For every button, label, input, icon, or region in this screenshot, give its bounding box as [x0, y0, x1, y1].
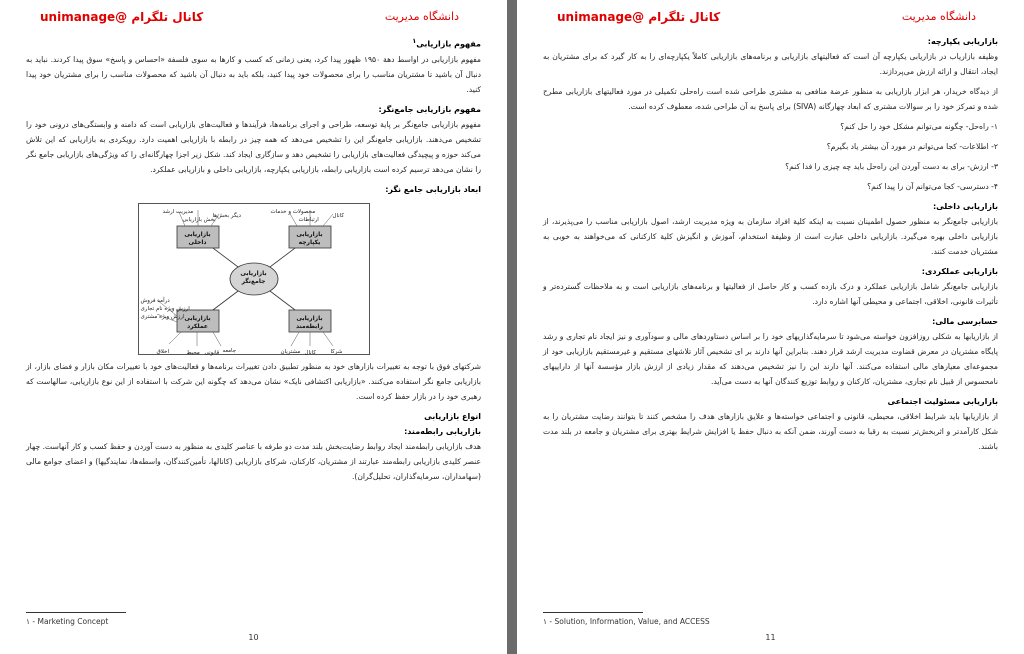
paragraph: از بازاریابها باید شرایط اخلاقی، محیطی، قانونی و اجتماعی خواسته‌ها و علایق بازارهای هدف را مشخص کنند تا بتوانند رضایت مشتریان را به شکل کارآمدتر و اثربخش‌تر نسبت به رقبا به دست آورند، ضمن آنکه به دنبال حفظ یا افزایش شرایط بهتری برای مشتریان و جامعه در بلند مدت باشند.	[543, 412, 998, 451]
section-heading: بازاریابی داخلی:	[932, 202, 998, 211]
diagram-label: ارزش ویژه نام تجاری	[140, 305, 190, 312]
section-heading: بازاریابی یکپارچه:	[927, 37, 998, 46]
section-heading: حسابرسی مالی:	[932, 317, 998, 326]
paragraph: مفهوم بازاریابی جامع‌نگر بر پایة توسعه، طراحی و اجرای برنامه‌ها، فرآیندها و فعالیت‌های بازاریابی است که دامنه و وابستگی‌های درونی خود را تشخیص می‌دهند. بازاریابی جامع‌نگر این را تشخیص می‌دهد که همه چیز در رابطه با بازاریابی اهمیت دارد. رویکردی به بازاریابی که این تلاش می‌کند حوزه و پیچیدگی فعالیت‌های بازاریابی را تشخیص دهد و سازگاری ایجاد کند. شکل زیر اجزا چهارگانه‌ای را که ویژگی‌های بازاریابی جامع نگر را نشان می‌دهد ترسیم کرده است بازاریابی رابطه، بازاریابی یکپارچه، بازاریابی داخلی و بازاریابی عملکرد.	[26, 119, 481, 174]
university-name: دانشگاه مدیریت	[901, 10, 976, 23]
footnote-rule	[543, 612, 643, 613]
page-number: 10	[248, 633, 259, 642]
diagram-label: مدیریت ارشد	[162, 208, 194, 215]
diagram-label: کانال	[332, 212, 344, 219]
diagram-label: محصولات و خدمات	[270, 208, 316, 215]
paragraph: هدف بازاریابی رابطه‌مند ایجاد روابط رضایت‌بخش بلند مدت دو طرفه با عناصر کلیدی به منظور به دست آوردن و حفظ کسب و کار آنهاست. چهار عنصر کلیدی بازاریابی رابطه‌مند عبارتند از مشتریان، کارکنان، شرکای بازاریابی (کانالها، تأمین‌کنندگان، واسطه‌ها، نمایندگیها) و اعضای جوامع مالی (سهامداران، سرمایه‌گذاران، تحلیل‌گران).	[26, 441, 481, 481]
siva-item: ۱- راه‌حل- چگونه می‌توانم مشکل خود را حل کنم؟	[840, 122, 998, 131]
telegram-channel-label: کانال تلگرام @unimanage	[557, 10, 721, 24]
diagram-box-integrated: بازاریابی یکپارچه	[296, 230, 323, 246]
diagram-label: قانونی	[204, 349, 220, 356]
diagram-label: مشتریان	[280, 348, 301, 355]
paragraph: بازاریابی جامع‌نگر به منظور حصول اطمینان نسبت به اینکه کلیة افراد سازمان به ویژه مدیریت ارشد، اصول بازاریابی مناسب را می‌پذیرند، از بازاریابی داخلی بهره می‌گیرد. بازاریابی داخلی عبارت است از وظیفة استخدام، آموزش و انگیزش کلیة کارکنانی که می‌خواهند به خوبی به مشتریان خدمت کنند.	[543, 217, 998, 256]
diagram-label: درآمد فروش	[140, 297, 170, 304]
paragraph: مفهوم بازاریابی در اواسط دهة ۱۹۵۰ ظهور پیدا کرد، یعنی زمانی که کسب و کارها به سوی فلسفة «احساس و پاسخ» سوق پیدا کردند. نباید به دنبال آن باشید تا مشتریان مناسب را برای محصولات خود پیدا کنید، بلکه باید به دنبال آن باشید که محصولات مناسب را برای مشتریان خود پیدا کنید.	[26, 54, 481, 94]
diagram-label: کانال	[304, 349, 316, 356]
page-body	[543, 34, 998, 459]
page-header	[0, 10, 507, 26]
diagram-box-performance: بازاریابی عملکرد	[184, 314, 211, 330]
section-heading: بازاریابی عملکردی:	[921, 267, 998, 276]
diagram-center-label: بازاریابی جامع‌نگر	[240, 269, 267, 285]
footnote: ١ - Solution, Information, Value, and ACCESS	[543, 612, 753, 626]
section-heading: انواع بازاریابی	[424, 411, 481, 421]
paragraph: بازاریابی جامع‌نگر شامل بازاریابی عملکرد و درک بازده کسب و کار حاصل از فعالیتها و برنامه‌های بازاریابی است و به ملاحظات گسترده‌تر و تأثیرات قانونی، اخلاقی، اجتماعی و محیطی آنها اشاره دارد.	[543, 282, 998, 306]
diagram-label: بخش بازاریابی	[182, 216, 216, 223]
diagram-label: شرکا	[330, 348, 343, 355]
section-heading: مفهوم بازاریابی$^١$	[412, 37, 481, 49]
diagram-label: اخلاق	[156, 348, 169, 355]
paragraph: از دیدگاه خریدار، هر ابزار بازاریابی به منظور عرضة منافعی به مشتری طراحی شده است راه‌حلی تکمیلی در مورد فعالیتهای بازاریابی مطرح شده و تمرکز خود را بر سوالات مشتری که ابعاد چهارگانه (SIVA) برای پاسخ به آن طراحی شده، معطوف کرده است.	[543, 87, 998, 111]
page-number: 11	[765, 633, 776, 642]
document-page-right	[517, 0, 1024, 654]
siva-item: ۴- دسترسی- کجا می‌توانم آن را پیدا کنم؟	[867, 182, 998, 191]
section-heading: مفهوم بازاریابی جامع‌نگر:	[378, 104, 481, 114]
diagram-label: محیط	[186, 349, 200, 356]
page-header	[517, 10, 1024, 26]
paragraph: از بازاریابها به شکلی روزافزون خواسته می‌شود تا سرمایه‌گذاریهای خود را بر اساس دستاوردهای مالی و سودآوری و نیز ایجاد نام تجاری و رشد پایگاه مشتریان در معرض قضاوت مدیریت ارشد قرار دهند. بنابراین آنها دارند بر ای تشخیص آثار تلاشهای مستقیم و غیرمستقیم بازاریابی خود از مجموعه‌ای معیارهای مالی استفاده می‌کنند. آنها دارند این را نیز تشخیص می‌دهند که مقدار زیادی از ارزش بازار مؤسسة آنها از داراییهای نامحسوس از قبیل نام تجاری، مشتریان، کارکنان و روابط توزیع کنندگان آنها به دست می‌آید.	[543, 332, 998, 386]
diagram-label: ارزش ویژه مشتری	[140, 313, 185, 320]
holistic-marketing-diagram	[138, 203, 370, 355]
siva-item: ۳- ارزش- برای به دست آوردن این راه‌حل باید چه چیزی را فدا کنم؟	[785, 162, 998, 171]
section-heading: ابعاد بازاریابی جامع نگر:	[385, 184, 481, 194]
telegram-channel-label: کانال تلگرام @unimanage	[40, 10, 204, 24]
section-heading: بازاریابی مسئولیت اجتماعی	[887, 397, 998, 406]
diagram-box-internal: بازاریابی داخلی	[184, 230, 211, 246]
document-page-left	[0, 0, 507, 654]
section-heading: بازاریابی رابطه‌مند:	[404, 426, 481, 436]
paragraph: وظیفه بازاریاب در بازاریابی یکپارچه آن است که فعالیتهای بازاریابی و برنامه‌های بازاریابی کاملاً یکپارچه‌ای را به کار گیرد که برای مشتریان به ایجاد، انتقال و ارائه ارزش می‌پردازند.	[543, 52, 998, 76]
diagram-box-relationship: بازاریابی رابطه‌مند	[296, 314, 323, 330]
paragraph: شرکتهای فوق با توجه به تغییرات بازارهای خود به منظور تطبیق دادن تغییرات برنامه‌ها و فعالیت‌های خود با تغییرات مکان بازار و فضای بازار، از بازاریابی جامع نگر استفاده می‌کنند. «بازاریابی اکتشافی نایک» نشان می‌دهد که چگونه این شرکت با استفاده از این نوع بازاریابی، سالهاست که رهبری خود را در بازار حفظ کرده است.	[26, 361, 481, 401]
footnote-rule	[26, 612, 126, 613]
footnote: ١ - Marketing Concept	[26, 612, 236, 626]
diagram-label: جامعه	[222, 347, 237, 354]
diagram-label: دیگر بخش‌ها	[212, 212, 241, 219]
university-name: دانشگاه مدیریت	[384, 10, 459, 23]
diagram-label: ارتباطات	[298, 216, 319, 223]
page-body	[26, 34, 481, 489]
siva-item: ۲- اطلاعات- کجا می‌توانم در مورد آن بیشتر یاد بگیرم؟	[826, 142, 998, 151]
